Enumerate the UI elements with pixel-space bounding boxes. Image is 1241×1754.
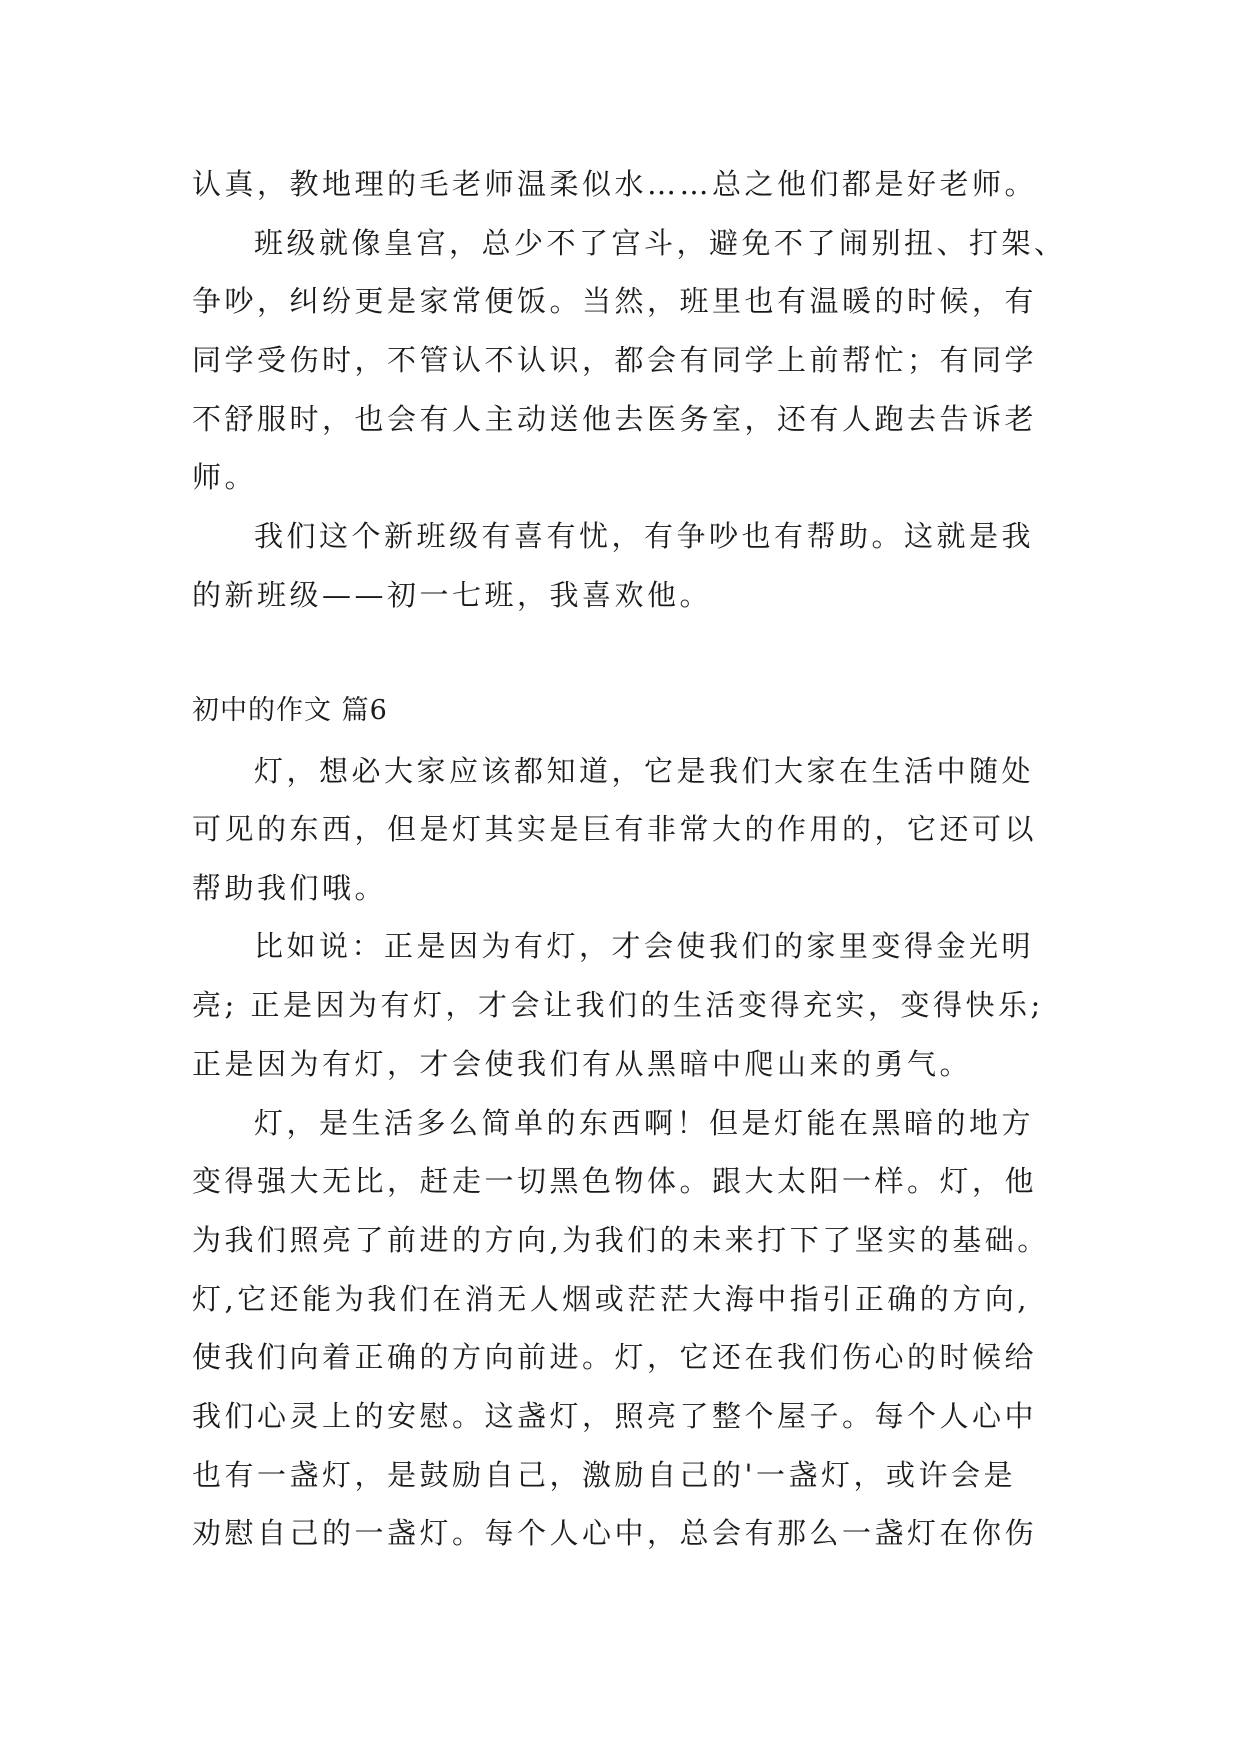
paragraph-line: 不舒服时，也会有人主动送他去医务室，还有人跑去告诉老	[192, 402, 1038, 436]
paragraph-line: 师。	[192, 460, 258, 494]
paragraph-line: 变得强大无比，赶走一切黑色物体。跟大太阳一样。灯，他	[192, 1164, 1038, 1198]
paragraph-line: 我们心灵上的安慰。这盏灯，照亮了整个屋子。每个人心中	[192, 1399, 1038, 1433]
section-heading: 初中的作文 篇6	[192, 695, 388, 726]
paragraph-line: 为我们照亮了前进的方向,为我们的未来打下了坚实的基础。	[192, 1223, 1050, 1257]
paragraph-line: 正是因为有灯，才会使我们有从黑暗中爬山来的勇气。	[192, 1047, 973, 1081]
paragraph-line: 的新班级——初一七班，我喜欢他。	[192, 578, 713, 612]
paragraph-line: 班级就像皇宫，总少不了宫斗，避免不了闹别扭、打架、	[254, 226, 1067, 260]
paragraph-line: 灯,它还能为我们在消无人烟或茫茫大海中指引正确的方向,	[192, 1282, 1030, 1316]
paragraph-line: 灯，是生活多么简单的东西啊！但是灯能在黑暗的地方	[254, 1106, 1035, 1140]
paragraph-line: 劝慰自己的一盏灯。每个人心中，总会有那么一盏灯在你伤	[192, 1516, 1038, 1550]
paragraph-line: 同学受伤时，不管认不认识，都会有同学上前帮忙；有同学	[192, 343, 1038, 377]
paragraph-line: 可见的东西，但是灯其实是巨有非常大的作用的，它还可以	[192, 812, 1038, 846]
paragraph-line: 使我们向着正确的方向前进。灯，它还在我们伤心的时候给	[192, 1340, 1038, 1374]
paragraph-line: 帮助我们哦。	[192, 871, 388, 905]
paragraph-line: 争吵，纠纷更是家常便饭。当然，班里也有温暖的时候，有	[192, 284, 1038, 318]
paragraph-line: 亮; 正是因为有灯，才会让我们的生活变得充实，变得快乐;	[192, 988, 1044, 1022]
paragraph-line: 比如说：正是因为有灯，才会使我们的家里变得金光明	[254, 929, 1035, 963]
paragraph-line: 认真，教地理的毛老师温柔似水……总之他们都是好老师。	[192, 167, 1038, 201]
paragraph-line: 我们这个新班级有喜有忧，有争吵也有帮助。这就是我	[254, 519, 1035, 553]
paragraph-line: 灯，想必大家应该都知道，它是我们大家在生活中随处	[254, 754, 1035, 788]
paragraph-line: 也有一盏灯，是鼓励自己，激励自己的'一盏灯，或许会是	[192, 1458, 1016, 1492]
